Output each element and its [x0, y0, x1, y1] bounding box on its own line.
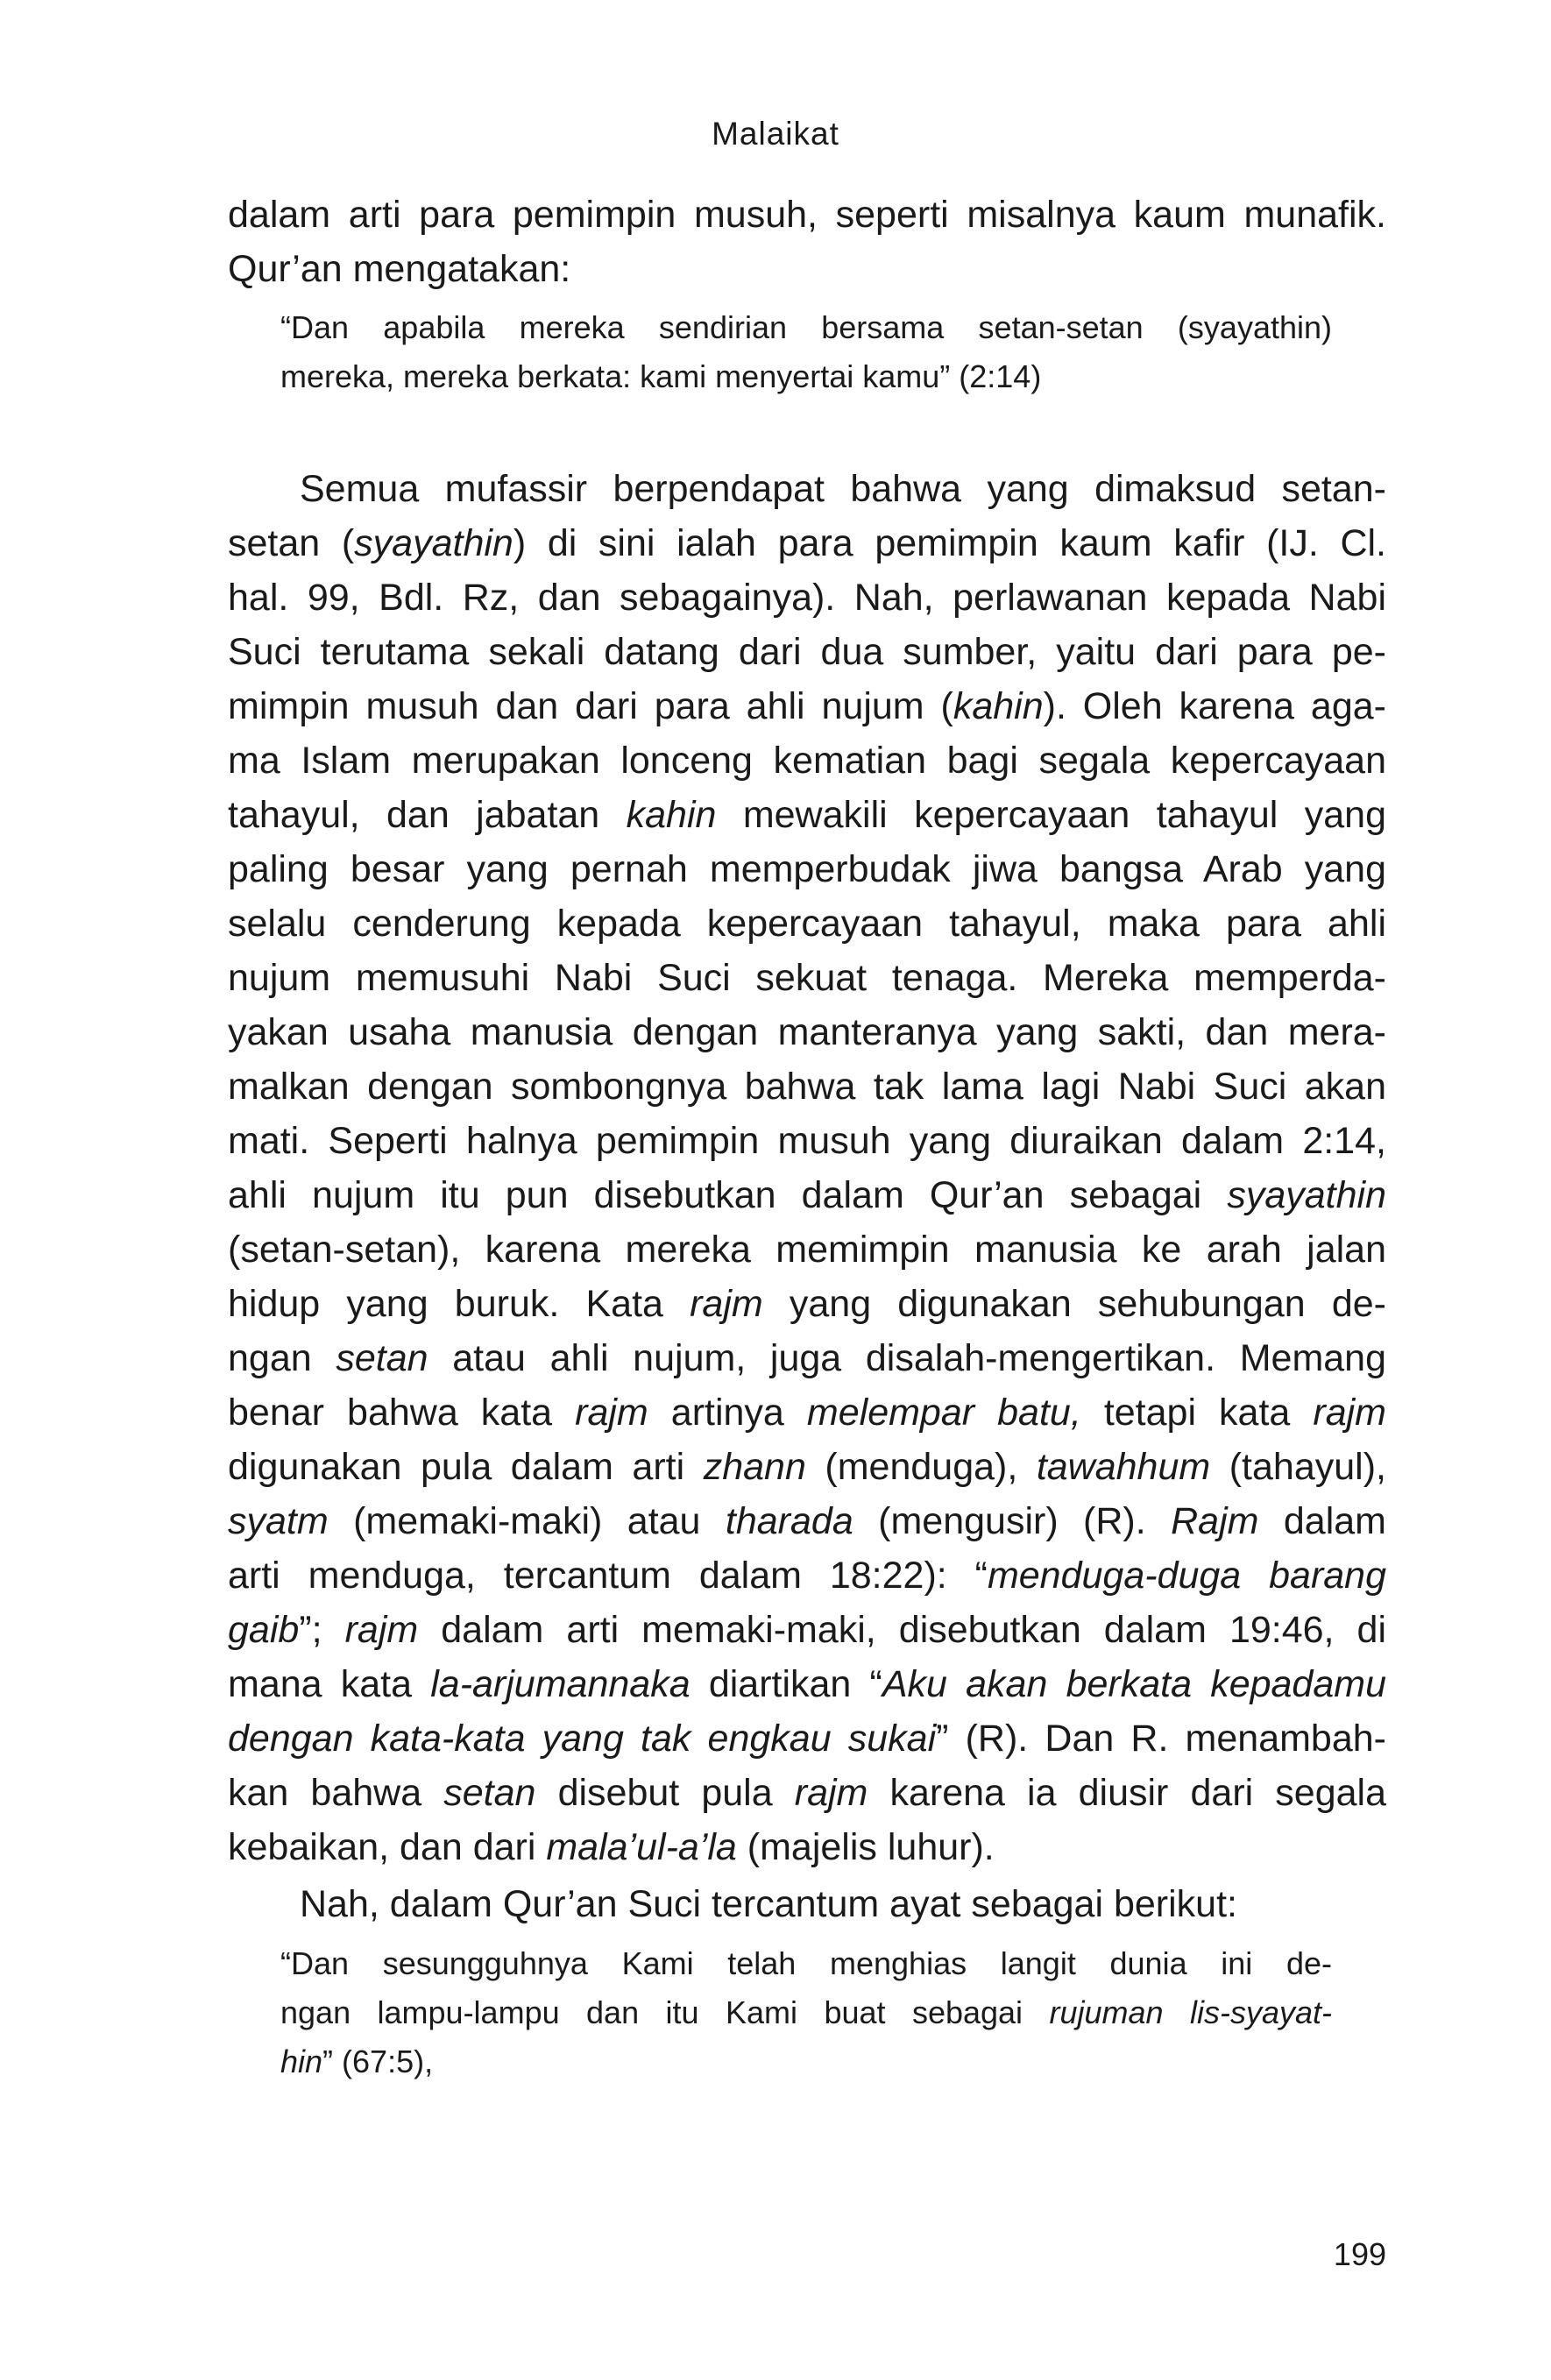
italic-term: melempar batu, [806, 1392, 1081, 1434]
text-run: mereka, mereka berkata: kami menyertai kamu” (2:14) [280, 358, 1042, 394]
text-line [228, 1222, 1386, 1277]
text-run: benar bahwa kata [228, 1392, 576, 1434]
text-run: (memaki-maki) atau [328, 1500, 726, 1542]
text-line [228, 1059, 1386, 1114]
quote-line [280, 303, 1332, 352]
text-line [228, 1331, 1386, 1385]
italic-term: Aku akan berkata kepadamu [882, 1663, 1386, 1705]
text-run: mana kata [228, 1663, 431, 1705]
text-run: ngan lampu-lampu dan itu Kami buat sebagai [280, 1994, 1050, 2030]
text-line [228, 896, 1386, 951]
text-run: mewakili kepercayaan tahayul yang [716, 794, 1386, 836]
text-run: selalu cenderung kepada kepercayaan tahayul, maka para ahli [228, 903, 1386, 945]
quote-line [280, 2037, 1332, 2086]
italic-term: hin [280, 2044, 323, 2079]
italic-term: kahin [953, 685, 1044, 727]
text-run: Semua mufassir berpendapat bahwa yang dimaksud setan- [300, 468, 1386, 510]
text-run: kan bahwa [228, 1772, 444, 1814]
text-line [228, 1603, 1386, 1657]
italic-term: Rajm [1171, 1500, 1259, 1542]
italic-term: gaib [228, 1609, 300, 1651]
text-line [228, 1168, 1386, 1222]
text-run: artinya [648, 1392, 807, 1434]
text-line [228, 188, 1386, 242]
text-line [228, 733, 1386, 788]
text-run: (tahayul), [1210, 1446, 1386, 1488]
text-line [228, 1440, 1386, 1494]
text-run: Qur’an mengatakan: [228, 248, 571, 290]
italic-term: syayathin [354, 522, 513, 564]
running-header: Malaikat [712, 116, 839, 152]
text-run: atau ahli nujum, juga disalah-mengertikan. Memang [428, 1337, 1387, 1379]
text-line [228, 842, 1386, 896]
text-run: arti menduga, tercantum dalam 18:22): “ [228, 1555, 988, 1597]
italic-term: rujuman lis-syayat- [1049, 1994, 1332, 2030]
italic-term: syatm [228, 1500, 329, 1542]
text-line [228, 1657, 1386, 1711]
text-run: dalam [1258, 1500, 1386, 1542]
text-run: (setan-setan), karena mereka memimpin manusia ke arah jalan [228, 1229, 1386, 1271]
text-line [228, 1277, 1386, 1331]
italic-term: la-arjumannaka [430, 1663, 691, 1705]
text-run: yang digunakan sehubungan de- [762, 1283, 1386, 1325]
quote-line [280, 1988, 1332, 2037]
text-line [228, 1711, 1386, 1766]
text-run: karena ia diusir dari segala [868, 1772, 1387, 1814]
text-run: (mengusir) (R). [853, 1500, 1172, 1542]
text-run: hal. 99, Bdl. Rz, dan sebagainya). Nah, perlawanan kepada Nabi [228, 577, 1386, 619]
text-run: (menduga), [805, 1446, 1037, 1488]
italic-term: syayathin [1227, 1174, 1386, 1216]
text-line [228, 951, 1386, 1005]
text-run: paling besar yang pernah memperbudak jiwa bangsa Arab yang [228, 848, 1386, 890]
text-line [228, 679, 1386, 733]
page-number: 199 [1333, 2236, 1386, 2272]
text-run: setan ( [228, 522, 355, 564]
text-run: ma Islam merupakan lonceng kematian bagi segala kepercayaan [228, 740, 1386, 782]
text-line [228, 1766, 1386, 1820]
italic-term: rajm [690, 1283, 763, 1325]
italic-term: setan [443, 1772, 536, 1814]
text-run: Suci terutama sekali datang dari dua sumber, yaitu dari para pe- [228, 631, 1386, 673]
italic-term: menduga-duga barang [987, 1555, 1387, 1597]
italic-term: rajm [344, 1609, 419, 1651]
italic-term: tawahhum [1036, 1446, 1211, 1488]
italic-term: rajm [794, 1772, 868, 1814]
text-line [300, 462, 1386, 516]
italic-term: setan [336, 1337, 428, 1379]
text-run: nujum memusuhi Nabi Suci sekuat tenaga. Mereka memperda- [228, 957, 1386, 999]
text-run: tahayul, dan jabatan [228, 794, 627, 836]
text-line [228, 1548, 1386, 1603]
text-line [300, 1877, 1386, 1931]
italic-term: tharada [725, 1500, 853, 1542]
text-line [228, 625, 1386, 679]
text-run: mimpin musuh dan dari para ahli nujum ( [228, 685, 953, 727]
text-run: ” (R). Dan R. menambah- [936, 1718, 1386, 1760]
text-line [228, 1385, 1386, 1440]
text-run: tetapi kata [1080, 1392, 1314, 1434]
italic-term: rajm [575, 1392, 648, 1434]
italic-term: zhann [703, 1446, 806, 1488]
text-run: hidup yang buruk. Kata [228, 1283, 691, 1325]
text-run: digunakan pula dalam arti [228, 1446, 704, 1488]
italic-term: mala’ul-a’la [546, 1826, 737, 1868]
text-run: malkan dengan sombongnya bahwa tak lama lagi Nabi Suci akan [228, 1066, 1386, 1108]
italic-term: kahin [626, 794, 717, 836]
text-line [228, 1494, 1386, 1548]
text-run: (majelis luhur). [736, 1826, 995, 1868]
text-run: ahli nujum itu pun disebutkan dalam Qur’an sebagai [228, 1174, 1228, 1216]
text-run: disebut pula [535, 1772, 795, 1814]
italic-term: rajm [1313, 1392, 1386, 1434]
text-run: yakan usaha manusia dengan manteranya yang sakti, dan mera- [228, 1011, 1386, 1053]
text-run: kebaikan, dan dari [228, 1826, 547, 1868]
text-run: dalam arti memaki-maki, disebutkan dalam 19:46, di [418, 1609, 1386, 1651]
text-run: dalam arti para pemimpin musuh, seperti misalnya kaum munafik. [228, 194, 1386, 236]
text-run: ). Oleh karena aga- [1043, 685, 1386, 727]
text-line [228, 1114, 1386, 1168]
text-line [228, 1005, 1386, 1059]
text-run: ngan [228, 1337, 336, 1379]
text-line [228, 570, 1386, 625]
text-run: “Dan sesungguhnya Kami telah menghias langit dunia ini de- [280, 1945, 1332, 1981]
text-run: “Dan apabila mereka sendirian bersama setan-setan (syayathin) [280, 309, 1332, 345]
text-line [228, 1820, 1386, 1874]
italic-term: dengan kata-kata yang tak engkau sukai [228, 1718, 937, 1760]
text-line [228, 242, 1386, 296]
quote-line [280, 1939, 1332, 1988]
text-line [228, 516, 1386, 570]
text-run: ) di sini ialah para pemimpin kaum kafir (IJ. Cl. [513, 522, 1386, 564]
text-run: ”; [299, 1609, 345, 1651]
text-run: ” (67:5), [322, 2044, 434, 2079]
text-run: Nah, dalam Qur’an Suci tercantum ayat sebagai berikut: [300, 1883, 1237, 1925]
text-line [228, 788, 1386, 842]
text-run: mati. Seperti halnya pemimpin musuh yang diuraikan dalam 2:14, [228, 1120, 1386, 1162]
text-run: diartikan “ [690, 1663, 882, 1705]
quote-line [280, 352, 1332, 401]
